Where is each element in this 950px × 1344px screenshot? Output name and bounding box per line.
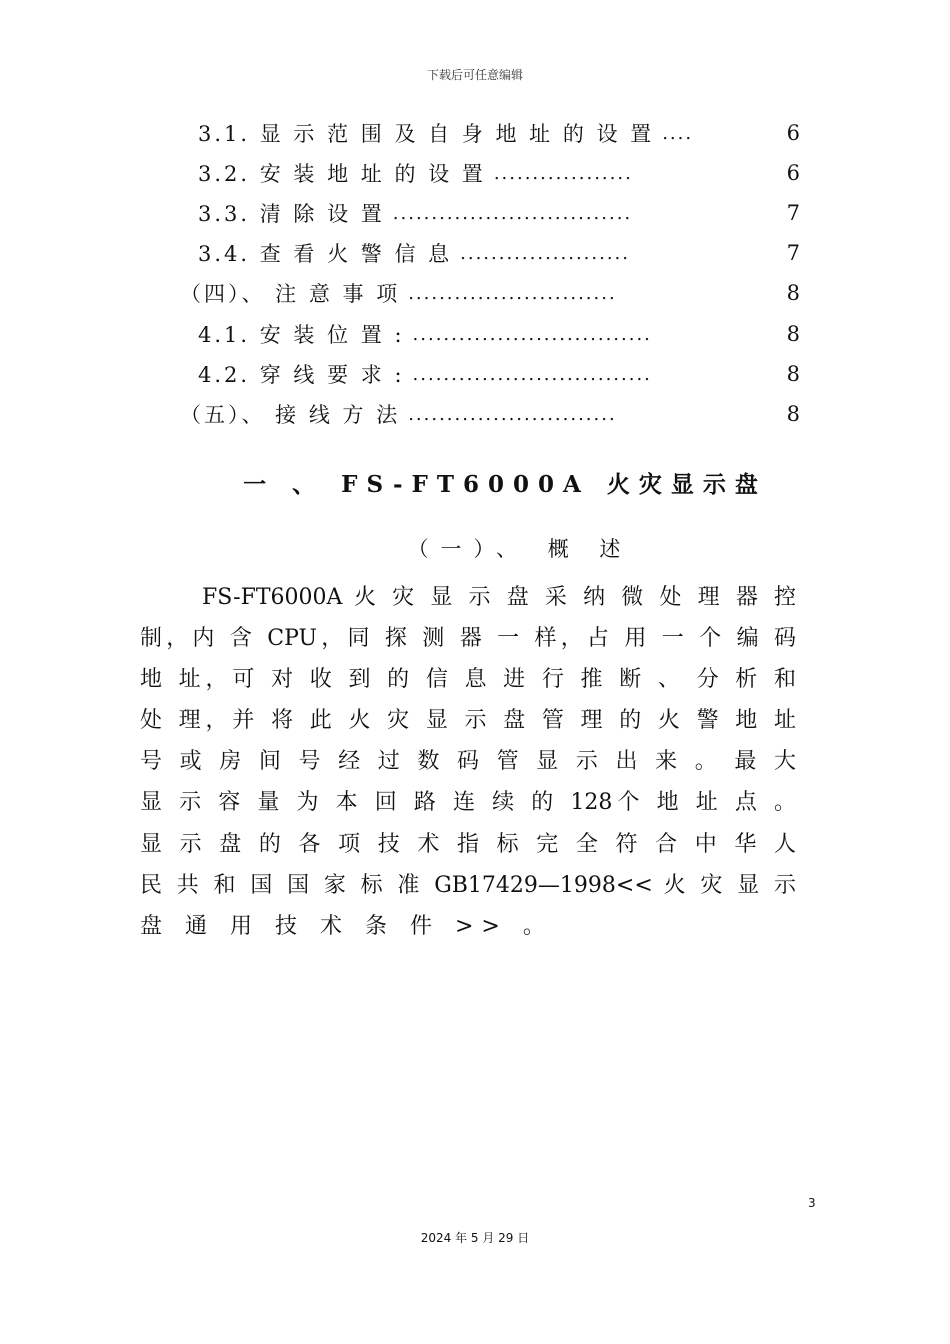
toc-entry-page: 8	[786, 362, 800, 386]
paragraph-line: 显 示 盘 的 各 项 技 术 指 标 完 全 符 合 中 华 人	[140, 832, 796, 857]
toc-entry[interactable]	[180, 198, 800, 228]
toc-entry-title: 3.3. 清 除 设 置	[198, 202, 385, 226]
page-number: 3	[808, 1196, 816, 1210]
paragraph-line: FS-FT6000A 火 灾 显 示 盘 采 纳 微 处 理 器 控	[202, 585, 796, 610]
paragraph-line: 地 址，可 对 收 到 的 信 息 进 行 推 断 、 分 析 和	[140, 667, 796, 692]
toc-entry-title: （四）、 注 意 事 项	[180, 282, 401, 306]
paragraph-line: 制，内 含 CPU，同 探 测 器 一 样，占 用 一 个 编 码	[140, 626, 796, 651]
toc-entry[interactable]	[180, 158, 800, 188]
toc-entry-leader: ....	[662, 122, 694, 144]
paragraph-line: 民 共 和 国 国 家 标 准 GB17429—1998<< 火 灾 显 示	[140, 873, 796, 898]
toc-entry[interactable]	[180, 238, 800, 268]
toc-entry-title: 3.1. 显 示 范 围 及 自 身 地 址 的 设 置	[198, 122, 655, 146]
toc-entry-page: 7	[786, 201, 800, 225]
toc-entry[interactable]	[180, 118, 800, 148]
toc-entry[interactable]	[180, 319, 800, 349]
paragraph-line: 盘 通 用 技 术 条 件 >> 。	[140, 914, 553, 939]
toc-entry-title: 4.2. 穿 线 要 求 :	[198, 363, 405, 387]
page-header: 下载后可任意编辑	[426, 68, 523, 82]
toc-entry-page: 8	[786, 402, 800, 426]
toc-entry-page: 7	[786, 241, 800, 265]
toc-entry-leader: ...............................	[412, 363, 652, 385]
toc-entry[interactable]	[180, 399, 800, 429]
toc-entry-page: 8	[786, 322, 800, 346]
toc-entry-page: 6	[786, 121, 800, 145]
section-heading: 一 、 FS-FT6000A 火灾显示盘	[243, 471, 767, 498]
toc-entry-leader: ......................	[460, 242, 631, 264]
toc-entry-title: 3.4. 查 看 火 警 信 息	[198, 242, 453, 266]
toc-entry-page: 8	[786, 281, 800, 305]
paragraph-line: 号 或 房 间 号 经 过 数 码 管 显 示 出 来 。 最 大	[140, 749, 796, 774]
toc-entry-page: 6	[786, 161, 800, 185]
toc-entry-leader: ...............................	[392, 202, 633, 224]
paragraph-line: 显 示 容 量 为 本 回 路 连 续 的 128个 地 址 点 。	[140, 790, 796, 815]
toc-entry-leader: ...............................	[412, 323, 652, 345]
paragraph-line: 处 理，并 将 此 火 灾 显 示 盘 管 理 的 火 警 地 址	[140, 708, 796, 733]
toc-entry-leader: ...........................	[408, 282, 617, 304]
toc-entry[interactable]	[180, 278, 800, 308]
toc-entry-leader: ..................	[493, 162, 633, 184]
toc-entry-leader: ...........................	[408, 403, 617, 425]
subsection-heading: （一）、 概 述	[407, 537, 633, 561]
page-footer-date: 2024 年 5 月 29 日	[420, 1231, 530, 1245]
toc-entry[interactable]	[180, 359, 800, 389]
toc-entry-title: 4.1. 安 装 位 置 :	[198, 323, 405, 347]
toc-entry-title: 3.2. 安 装 地 址 的 设 置	[198, 162, 486, 186]
toc-entry-title: （五）、 接 线 方 法	[180, 403, 401, 427]
